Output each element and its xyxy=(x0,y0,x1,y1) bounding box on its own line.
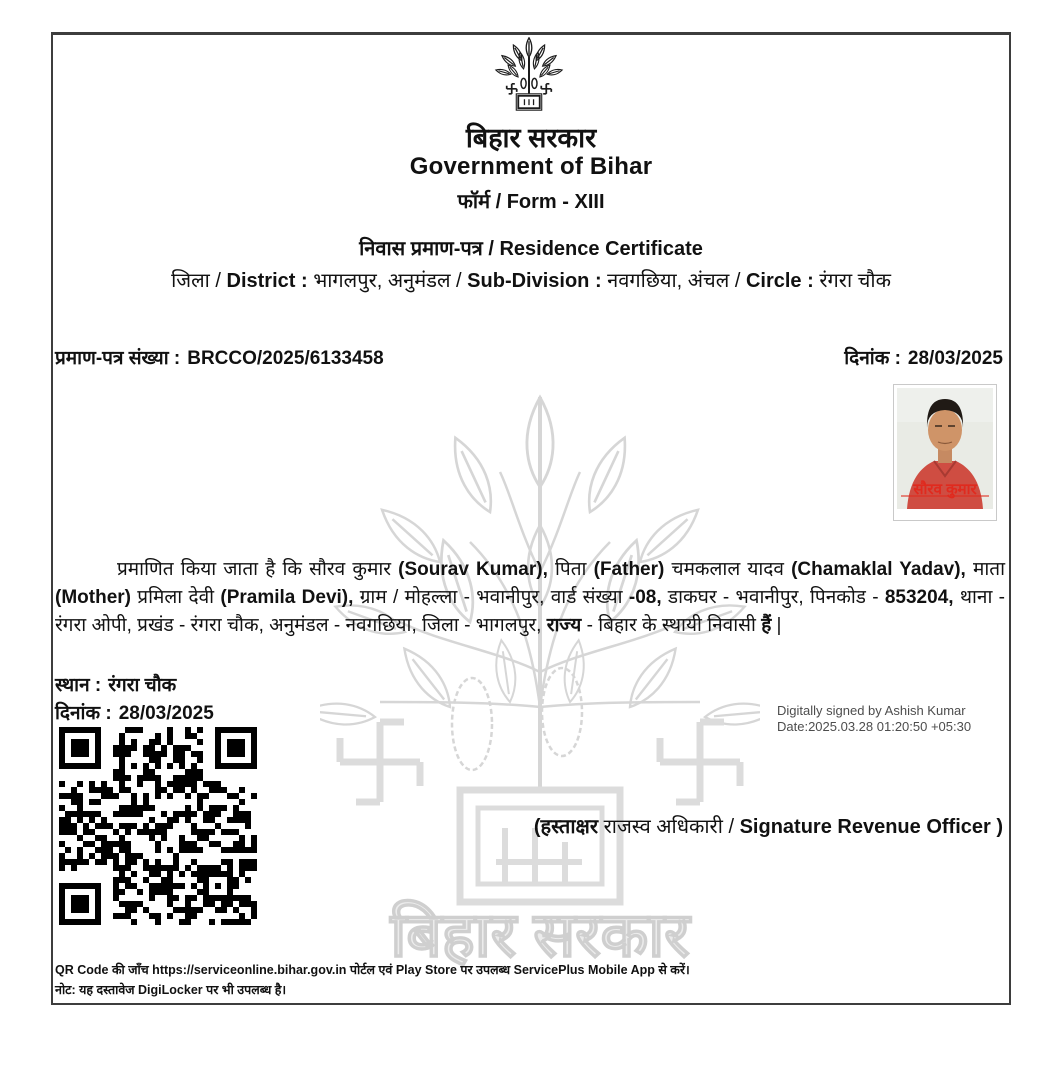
district-subdivision-circle-line: जिला / District : भागलपुर, अनुमंडल / Sub-Division : नवगछिया, अंचल / Circle : रंगरा चौक xyxy=(171,270,891,292)
issue-date-label: दिनांक : xyxy=(55,703,112,724)
issue-date-top-value: 28/03/2025 xyxy=(907,348,1003,369)
issue-date-value: 28/03/2025 xyxy=(118,703,214,724)
digital-signature-line2: Date:2025.03.28 01:20:50 +05:30 xyxy=(777,719,972,734)
digital-signature-line1: Digitally signed by Ashish Kumar xyxy=(777,703,966,718)
revenue-officer-signature-line: (हस्ताक्षर राजस्व अधिकारी / Signature Revenue Officer ) xyxy=(533,816,1003,838)
footer-digilocker-note: नोट: यह दस्तावेज DigiLocker पर भी उपलब्ध है। xyxy=(55,983,287,997)
issue-date-top xyxy=(844,344,1003,370)
header-english-title: Government of Bihar xyxy=(409,153,653,180)
emblem-basket xyxy=(516,94,541,110)
applicant-photo xyxy=(893,384,997,521)
qr-code xyxy=(59,727,257,925)
watermark-swastika-right xyxy=(660,722,740,802)
header-hindi-title: बिहार सरकार xyxy=(465,123,597,153)
place-value: रंगरा चौक xyxy=(108,675,177,696)
photo-face xyxy=(928,409,962,451)
photo-overlay-name: सौरव कुमार xyxy=(913,481,977,498)
watermark-pod xyxy=(452,678,492,770)
issue-date-line xyxy=(55,699,214,725)
certificate-meta-row xyxy=(55,344,1003,370)
certificate-number xyxy=(55,344,384,370)
certificate-body-paragraph: प्रमाणित किया जाता है कि सौरव कुमार (Sourav Kumar), पिता (Father) चमकलाल यादव (Chamaklal Yadav), माता (Mother) प्रमिला देवी (Pramila Devi), ग्राम / मोहल्ला - भवानीपुर, वार्ड संख्या -08, डाकघर - भवानीपुर, पिनकोड - 853204, थाना - रंगरा ओपी, प्रखंड - रंगरा चौक, अनुमंडल - नवगछिया, जिला - भागलपुर, राज्य - बिहार के स्थायी निवासी हैं | xyxy=(55,559,1006,636)
certificate-title: निवास प्रमाण-पत्र / Residence Certificate xyxy=(359,238,703,260)
watermark-emblem xyxy=(320,372,760,972)
watermark-basket xyxy=(460,790,620,902)
bihar-emblem-logo xyxy=(481,37,577,117)
issue-date-top-label: दिनांक : xyxy=(844,348,901,369)
watermark-swastika-left xyxy=(340,722,420,802)
watermark-pod xyxy=(542,668,582,756)
watermark-text: बिहार सरकार xyxy=(390,901,690,970)
place-label: स्थान : xyxy=(55,675,102,696)
certificate-number-value: BRCCO/2025/6133458 xyxy=(187,348,384,369)
form-number-line: फॉर्म / Form - XIII xyxy=(457,191,605,213)
footer-qr-note: QR Code की जाँच https://serviceonline.bihar.gov.in पोर्टल एवं Play Store पर उपलब्ध ServicePlus Mobile App से करें। xyxy=(55,963,690,977)
issue-place-line xyxy=(55,671,176,697)
certificate-page xyxy=(51,32,1011,1005)
digital-signature-note xyxy=(777,703,971,735)
certificate-number-label: प्रमाण-पत्र संख्या : xyxy=(55,348,181,369)
